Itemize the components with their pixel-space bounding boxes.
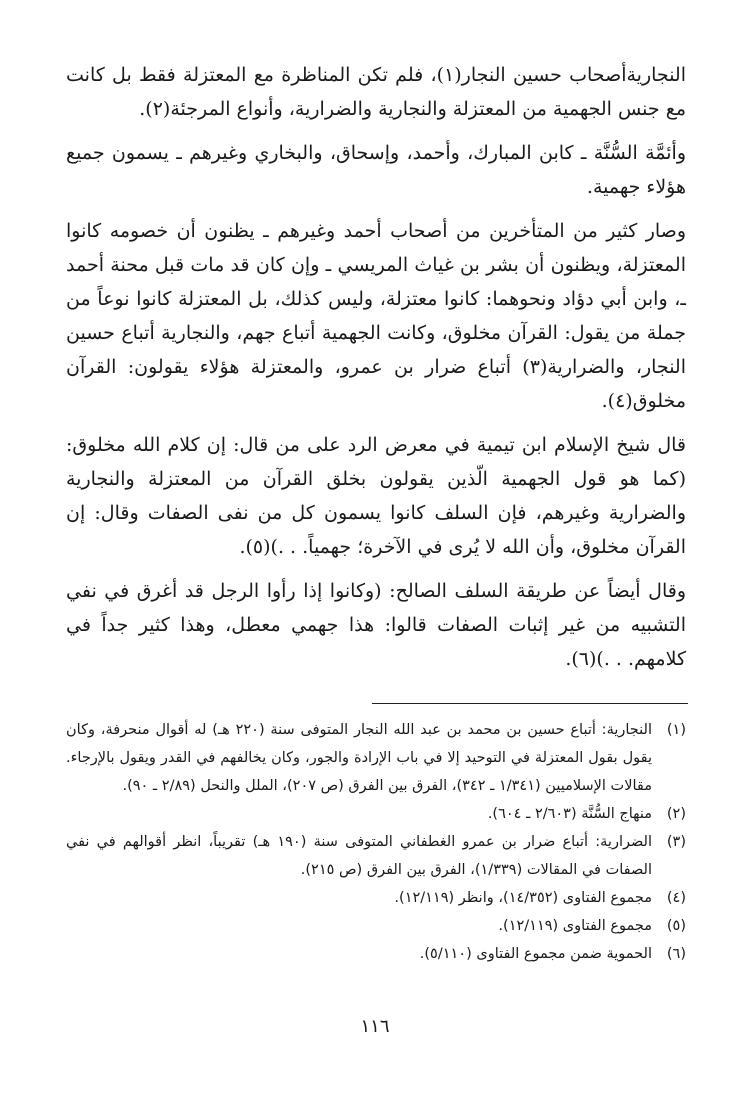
footnote-text: مجموع الفتاوى (١٢/١١٩). xyxy=(498,918,652,934)
footnote xyxy=(66,940,686,968)
footnote-number: (٤) xyxy=(666,890,686,906)
footnote xyxy=(66,800,686,828)
footnote-text: منهاج السُّنَّة (٢/٦٠٣ ـ ٦٠٤). xyxy=(487,806,652,822)
paragraph xyxy=(66,214,686,418)
footnote-number: (٣) xyxy=(666,834,686,850)
footnote xyxy=(66,912,686,940)
footnote-divider xyxy=(372,703,688,704)
footnote-text: الضرارية: أتباع ضرار بن عمرو الغطفاني المتوفى سنة (١٩٠ هـ) تقريباً، انظر أقوالهم في نفي الصفات في المقالات (١/٣٣٩)، الفرق بين الفرق (ص ٢١٥). xyxy=(66,834,653,878)
footnote-text: مجموع الفتاوى (١٤/٣٥٢)، وانظر (١٢/١١٩). xyxy=(394,890,652,906)
footnote-number: (٦) xyxy=(666,946,686,962)
paragraph-text: وقال أيضاً عن طريقة السلف الصالح: (وكانوا إذا رأوا الرجل قد أغرق في نفي التشبيه من غير إثبات الصفات قالوا: هذا جهمي معطل، وهذا كثير جداً في كلامهم. . .)(٦). xyxy=(66,580,686,670)
paragraph-text: قال شيخ الإسلام ابن تيمية في معرض الرد على من قال: إن كلام الله مخلوق: (كما هو قول الجهمية الّذين يقولون بخلق القرآن من المعتزلة والنجارية والضرارية وغيرهم، فإن السلف كانوا يسمون كل من نفى الصفات وقال: إن القرآن مخلوق، وأن الله لا يُرى في الآخرة؛ جهمياً. . .)(٥). xyxy=(66,434,686,558)
paragraph xyxy=(66,574,686,676)
paragraph xyxy=(66,428,686,564)
footnote-text: النجارية: أتباع حسين بن محمد بن عبد الله النجار المتوفى سنة (٢٢٠ هـ) له أقوال منحرفة، وكان يقول بقول المعتزلة في التوحيد إلا في باب الإرادة والجور، وكان يخالفهم في القدر ويقول بالإرجاء. مقالات الإسلاميين (١/٣٤١ ـ ٣٤٢)، الفرق بين الفرق (ص ٢٠٧)، الملل والنحل (٢/٨٩ ـ ٩٠). xyxy=(66,722,652,794)
footnote-number: (١) xyxy=(666,722,686,738)
paragraph-text: وأئمَّة السُّنَّة ـ كابن المبارك، وأحمد، وإسحاق، والبخاري وغيرهم ـ يسمون جميع هؤلاء جهمية. xyxy=(66,142,686,198)
main-text xyxy=(66,58,686,686)
footnote-number: (٥) xyxy=(666,918,686,934)
footnote-text: الحموية ضمن مجموع الفتاوى (٥/١١٠). xyxy=(419,946,652,962)
footnote xyxy=(66,828,686,884)
paragraph xyxy=(66,136,686,204)
footnote-number: (٢) xyxy=(666,806,686,822)
page-number: ١١٦ xyxy=(360,1016,390,1037)
footnote xyxy=(66,716,686,800)
footnotes xyxy=(66,716,686,968)
paragraph xyxy=(66,58,686,126)
paragraph-text: النجاريةأصحاب حسين النجار(١)، فلم تكن المناظرة مع المعتزلة فقط بل كانت مع جنس الجهمية من المعتزلة والنجارية والضرارية، وأنواع المرجئة(٢). xyxy=(66,64,686,120)
footnote xyxy=(66,884,686,912)
paragraph-text: وصار كثير من المتأخرين من أصحاب أحمد وغيرهم ـ يظنون أن خصومه كانوا المعتزلة، ويظنون أن بشر بن غياث المريسي ـ وإن كان قد مات قبل محنة أحمد ـ، وابن أبي دؤاد ونحوهما: كانوا معتزلة، وليس كذلك، بل المعتزلة كانوا نوعاً من جملة من يقول: القرآن مخلوق، وكانت الجهمية أتباع جهم، والنجارية أتباع حسين النجار، والضرارية(٣) أتباع ضرار بن عمرو، والمعتزلة هؤلاء يقولون: القرآن مخلوق(٤). xyxy=(66,220,686,412)
